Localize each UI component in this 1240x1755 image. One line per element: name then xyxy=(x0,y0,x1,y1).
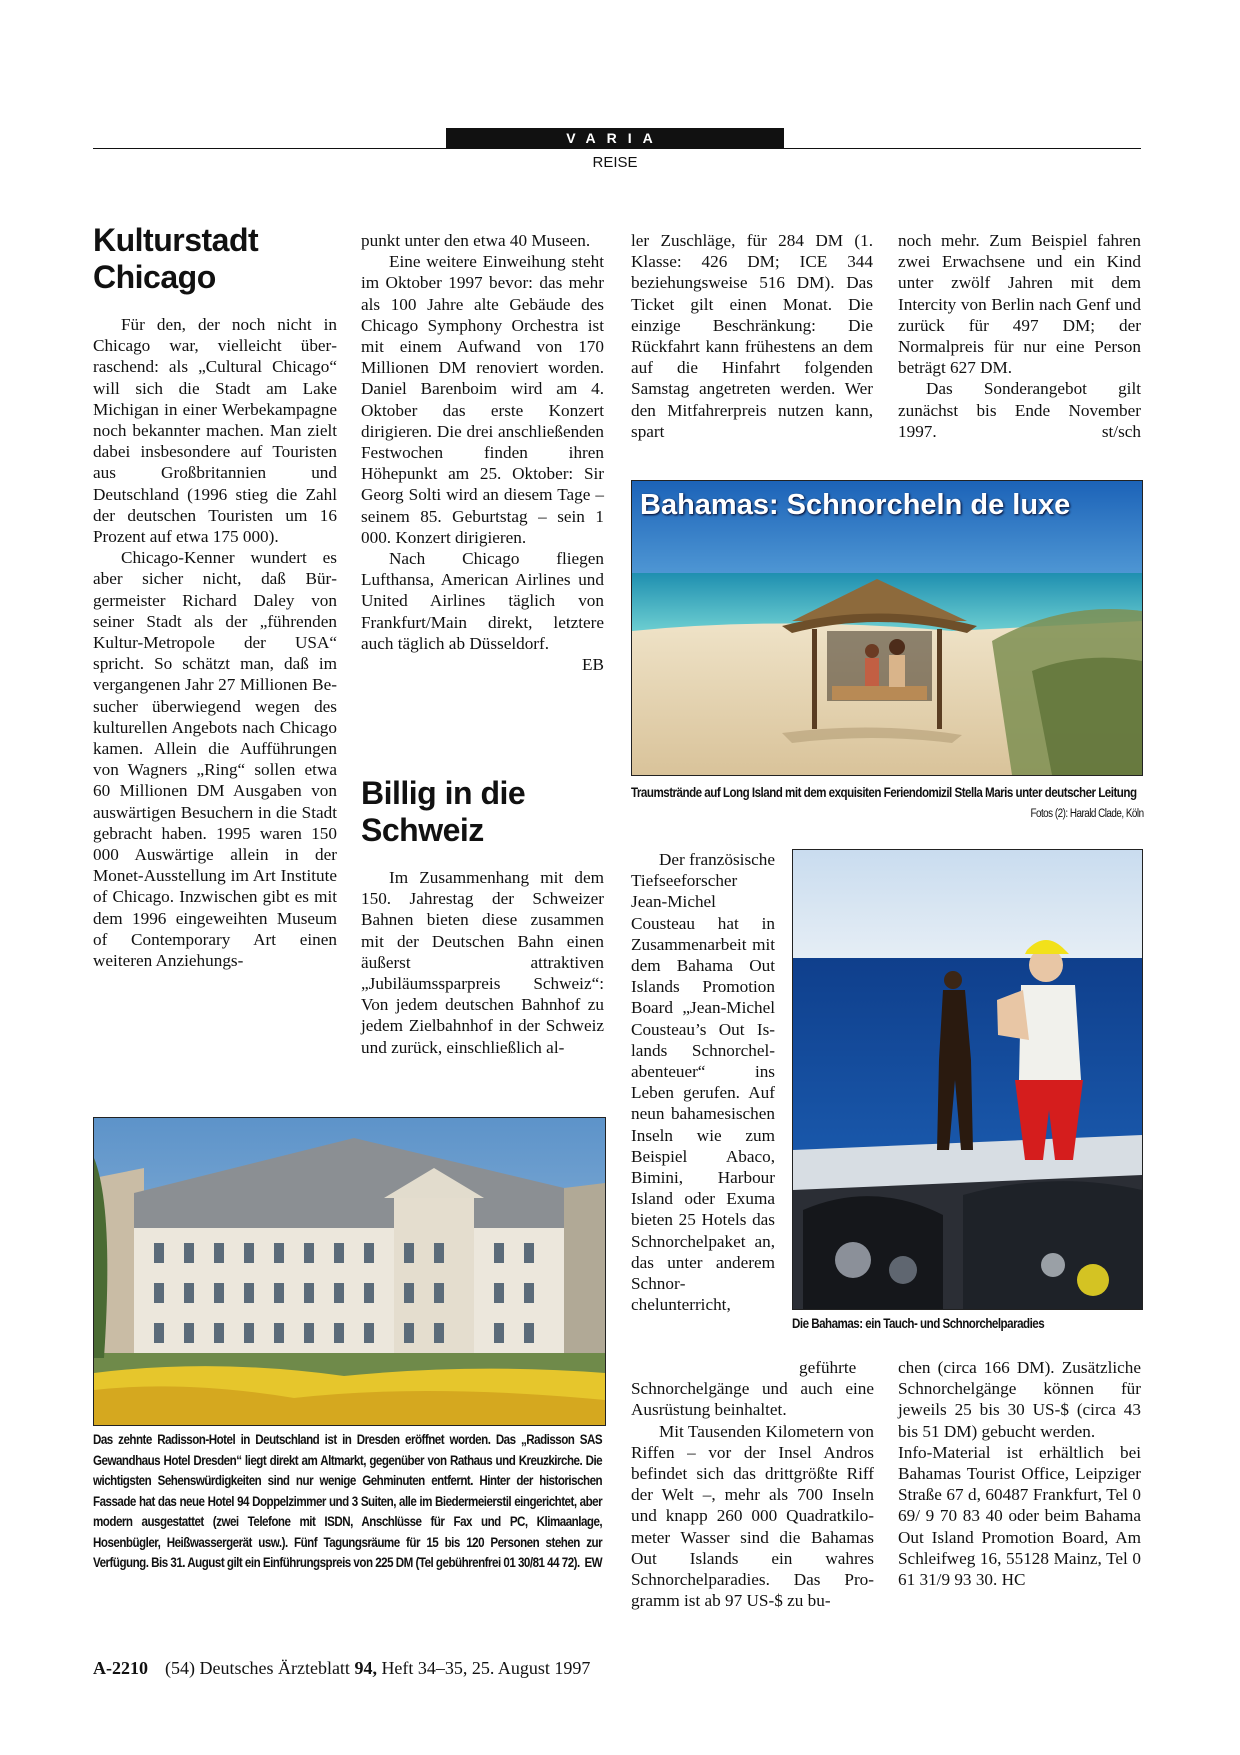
photo-credit: Fotos (2): Harald Clade, Köln xyxy=(1030,807,1144,820)
section-bar-varia: VARIA xyxy=(446,128,784,148)
chicago-headline-line2: Chicago xyxy=(93,259,216,295)
bahamas-column-3 xyxy=(631,1357,874,1611)
dresden-signature: EW xyxy=(584,1555,603,1570)
schweiz-headline-line1: Billig in die xyxy=(361,775,526,811)
dresden-hotel-photo xyxy=(93,1117,606,1426)
bahamas-paragraph: Info-Material ist erhältlich bei Bahamas Tourist Office, Leipziger Straße 67 d, 60487 Frankfurt, Tel 0 69/ 9 70 83 40 oder beim Bahama Out Island Promotion Board, Am Schleifweg 16, 55128 Mainz, Tel 0 61 31/9 93 30. xyxy=(898,1442,1141,1590)
diving-photo xyxy=(792,849,1143,1310)
schweiz-paragraph: Das Sonderangebot gilt zunächst bis Ende November 1997. xyxy=(898,379,1141,441)
diving-image xyxy=(793,850,1142,1309)
schweiz-column-3 xyxy=(631,230,873,442)
page-number: A-2210 xyxy=(93,1658,148,1678)
schweiz-paragraph: noch mehr. Zum Beispiel fahren zwei Erwachsene und ein Kind unter zwölf Jahren mit dem Intercity von Berlin nach Genf und zurück für 497 DM; der Normalpreis für nur eine Person beträgt 627 DM. xyxy=(898,231,1141,378)
dresden-caption-text: Das zehnte Radisson-Hotel in Deutschland ist in Dresden eröffnet worden. Das „Radisson SAS Gewandhaus Hotel Dresden“ liegt direkt am Altmarkt, gegenüber von Rathaus und Kreuzkirche. Die wichtigsten Sehenswürdigkeiten sind nur wenige Gehminuten entfernt. Hinter der historischen Fassade hat das neue Hotel 94 Doppelzimmer und 3 Suiten, alle im Biedermeierstil eingerichtet, aber modern ausgestattet (zwei Telefone mit ISDN, Anschlüsse für Fax und PC, Klimaanlage, Hosenbügler, Heißwassergerät usw.). Fünf Tagungsräume für 15 bis 120 Personen stehen zur Verfügung. Bis 31. August gilt ein Einführungspreis von 225 DM (Tel gebührenfrei 01 30/81 44 72). xyxy=(93,1432,603,1570)
bahamas-narrow-column xyxy=(631,849,775,1315)
schweiz-signature: st/sch xyxy=(1101,421,1141,441)
schweiz-paragraph: Im Zusammenhang mit dem 150. Jahrestag der Schweizer Bahnen bieten diese zusammen mit der Deutschen Bahn einen äußerst attraktiven „Jubiläumssparpreis Schweiz“: Von jedem deutschen Bahnhof zu jedem Zielbahnhof in der Schweiz und zurück, einschließlich al- xyxy=(361,868,604,1057)
bahamas-paragraph: Der französische Tiefseeforscher Jean-Michel Cousteau hat in Zusammenarbeit mit dem Bahama Out Islands Promotion Board „Jean-Michel Cousteau’s Out Islands Schnorchelabenteuer“ ins Leben gerufen. Auf neun bahamesischen Inseln wie zum Beispiel Abaco, Bimini, Harbour Island oder Exuma bieten 25 Hotels das Schnorchelpaket an, das unter anderem Schnorchelunterricht, xyxy=(631,850,775,1315)
section-label: REISE xyxy=(592,154,638,171)
chicago-paragraph: punkt unter den etwa 40 Museen. xyxy=(361,231,591,250)
bahamas-beach-photo xyxy=(631,480,1143,776)
schweiz-paragraph: ler Zuschläge, für 284 DM (1. Klasse: 426 DM; ICE 344 beziehungsweise 516 DM). Das Ticket gilt einen Monat. Die einzige Beschränkung: Die Rückfahrt kann frühestens an dem auf die Hinfahrt folgenden Samstag angetreten werden. Wer den Mitfahrerpreis nutzen kann, spart xyxy=(631,231,873,441)
bahamas-paragraph: Mit Tausenden Kilometern von Riffen – vor der Insel Andros befindet sich das drittgrößte Riff der Welt –, mehr als 700 Inseln und knapp 260 000 Quadratkilometer Wasser sind die Bahamas Out Islands ein wahres Schnorchelparadies. Das Programm ist ab 97 US-$ zu bu- xyxy=(631,1421,874,1611)
chicago-column-2 xyxy=(361,230,604,675)
schweiz-headline-line2: Schweiz xyxy=(361,812,484,848)
chicago-paragraph: Chicago-Kenner wundert es aber sicher nicht, daß Bürgermeister Richard Daley von seiner Stadt als der „führenden Kultur-Metropole der USA“ spricht. So schätzt man, daß im vergangenen Jahr 27 Millionen Besucher überwiegend wegen des kulturellen Angebots nach Chicago kamen. Allein die Aufführungen von Wagners „Ring“ sollen etwa 60 Millionen DM Ausgaben von auswärtigen Besuchern in die Stadt gebracht haben. 1995 waren 150 000 Auswärtige allein in der Monet-Ausstellung im Art Institute of Chicago. Inzwischen gibt es mit dem 1996 eingeweihten Museum of Contemporary Art einen weiteren Anziehungs- xyxy=(93,548,337,971)
header-rule xyxy=(93,148,1141,149)
beach-image xyxy=(632,481,1142,775)
bahamas-paragraph: geführte Schnorchelgänge und auch eine Ausrüstung beinhaltet. xyxy=(631,1358,874,1420)
hotel-image xyxy=(94,1118,605,1425)
bahamas-signature: HC xyxy=(1001,1570,1026,1590)
beach-caption-text: Traumstrände auf Long Island mit dem exquisiten Feriendomizil Stella Maris unter deutscher Leitung xyxy=(631,785,1137,800)
bahamas-column-4 xyxy=(898,1357,1141,1590)
chicago-signature: EB xyxy=(582,655,604,675)
chicago-paragraph: Eine weitere Einweihung steht im Oktober 1997 bevor: das mehr als 100 Jahre alte Gebäude des Chicago Symphony Orchestra ist mit einem Aufwand von 170 Millionen DM renoviert worden. Daniel Barenboim wird am 4. Oktober das erste Konzert dirigieren. Die drei anschließenden Festwochen finden ihren Höhepunkt am 25. Oktober: Sir Georg Solti wird an diesem Tage – seinem 85. Geburtstag – sein 1 000. Konzert dirigieren. xyxy=(361,252,604,547)
bahamas-banner: Bahamas: Schnorcheln de luxe xyxy=(640,489,1071,521)
schweiz-column-4 xyxy=(898,230,1141,442)
footer-volume: 94, xyxy=(354,1658,377,1678)
beach-photo-caption xyxy=(631,783,1144,824)
diving-photo-caption: Die Bahamas: ein Tauch- und Schnorchelparadies xyxy=(792,1316,1045,1331)
chicago-column-1 xyxy=(93,222,337,971)
schweiz-headline xyxy=(361,775,604,849)
schweiz-column-2 xyxy=(361,775,604,1058)
chicago-paragraph: Für den, der noch nicht in Chicago war, vielleicht überraschend: als „Cultural Chicago“ will sich die Stadt am Lake Michigan in einer Werbekampagne noch bekannter machen. Man zielt dabei insbesondere auf Touristen aus Großbritannien und Deutschland (1996 stieg die Zahl der deutschen Touristen um 16 Prozent auf etwa 175 000). xyxy=(93,315,337,547)
chicago-paragraph: Nach Chicago fliegen Lufthansa, American Airlines und United Airlines täglich von Frankfurt/Main direkt, letztere auch täglich ab Düsseldorf. xyxy=(361,549,604,653)
dresden-photo-caption xyxy=(93,1430,602,1574)
footer-publication: (54) Deutsches Ärzteblatt xyxy=(165,1658,350,1678)
chicago-headline xyxy=(93,222,337,296)
bahamas-paragraph: chen (circa 166 DM). Zusätzliche Schnorchelgänge können für jeweils 25 bis 30 US-$ (circa 43 bis 51 DM) gebucht werden. xyxy=(898,1358,1141,1441)
page-footer xyxy=(93,1658,590,1679)
footer-issue: Heft 34–35, 25. August 1997 xyxy=(381,1658,591,1678)
chicago-headline-line1: Kulturstadt xyxy=(93,222,259,258)
